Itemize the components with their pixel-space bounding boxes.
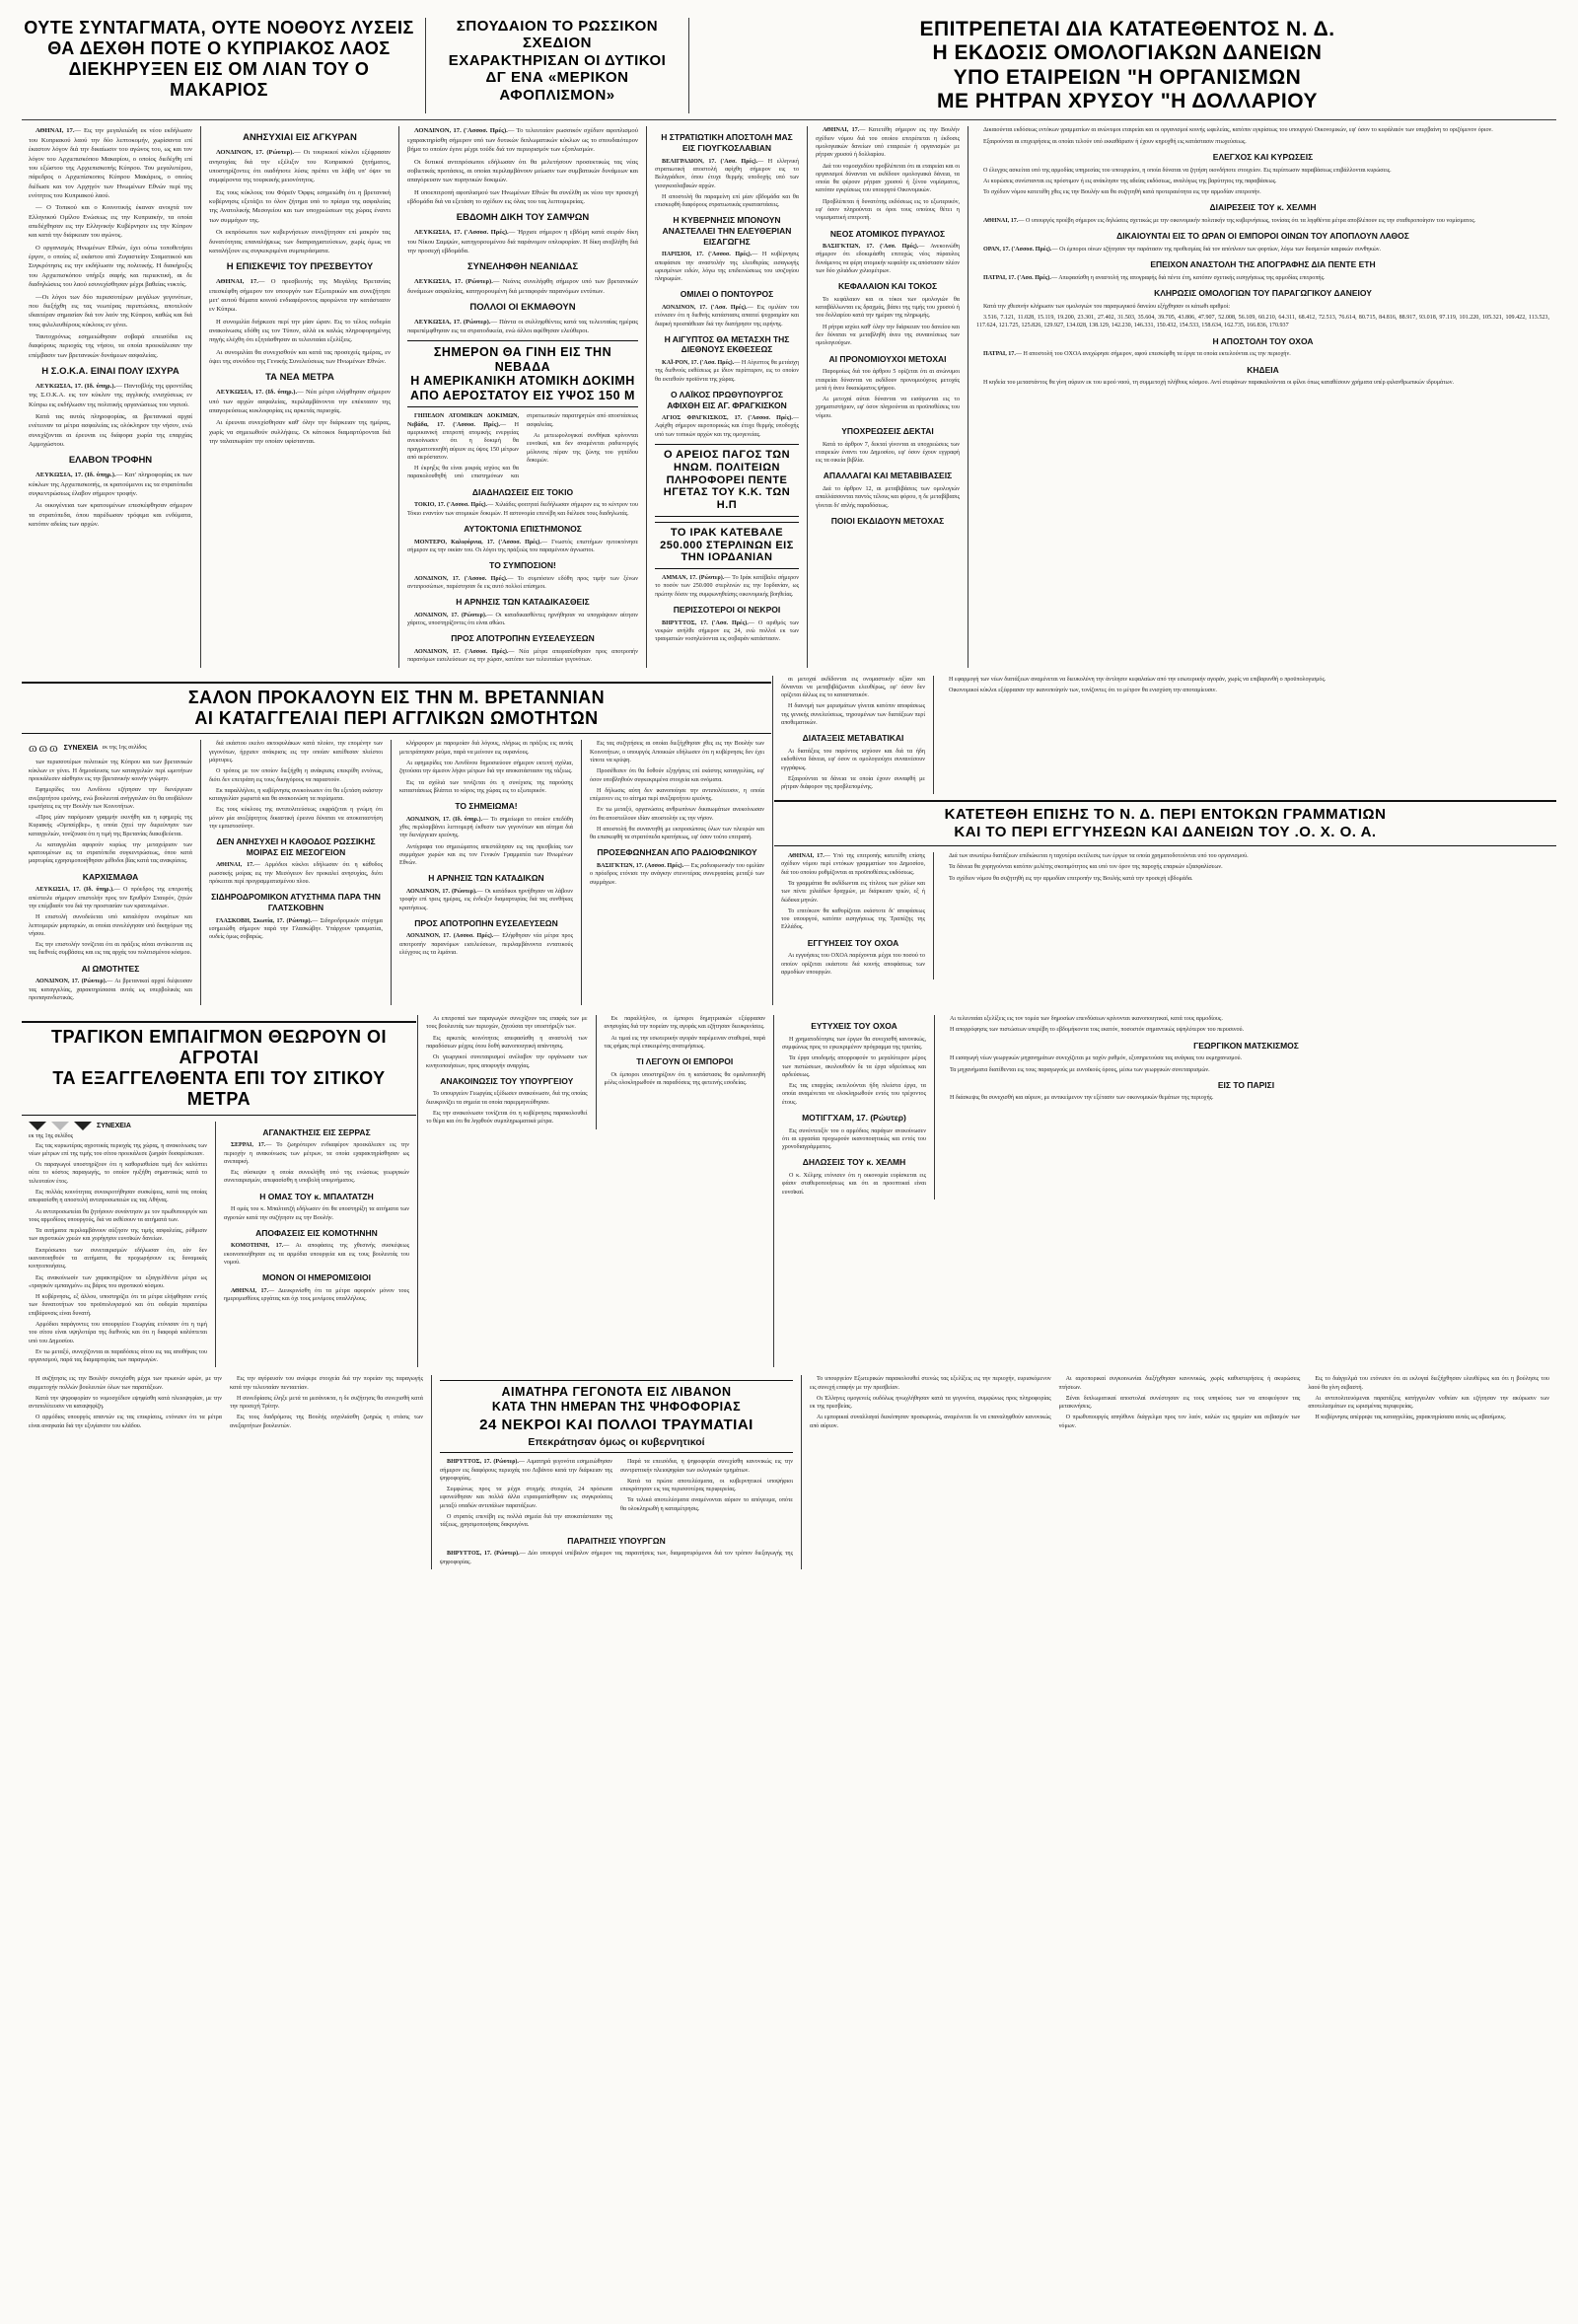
- col4-subhead-kyvernisis: Η ΚΥΒΕΡΝΗΣΙΣ ΜΠΟΝΟΥΝ ΑΝΑΣΤΕΛΛΕΙ ΤΗΝ ΕΛΕΥΘΕΡΙΑΝ ΕΙΣΑΓΩΓΗΣ: [662, 215, 792, 247]
- third-middle-columns: [419, 1015, 772, 1128]
- col3-subhead-1: ΕΒΔΟΜΗ ΔΙΚΗ ΤΟΥ ΣΑΜΨΩΝ: [456, 212, 590, 224]
- vertical-divider: [801, 1375, 802, 1568]
- nevada-article: ΓΗΠΕΔΟΝ ΑΤΟΜΙΚΩΝ ΔΟΚΙΜΩΝ, Νεβάδα, 17. ('Ασσοσ. Πρές).— Η αμερικανική επιτροπή ατομικής ενεργείας ανεκοίνωσεν ότι η δοκιμή θα πραγματοποιηθή αύριον εις ύψος 150 μέτρων από αερόστατον. Η έκρηξις θα είναι μικράς ισχύος και θα παρακολουθηθή υπό επιστημόνων και στρατιωτικών παρατηρητών από αποστάσεως ασφαλείας. Αι μετεωρολογικαί συνθήκαι κρίνονται ευνοϊκαί, και δεν αναμένεται ραδιενεργός μόλυνσις πέραν της ζώνης του γηπέδου δοκιμών.: [407, 413, 638, 480]
- nevada-headline-box: [407, 340, 638, 407]
- kateteti-headline-band: [774, 800, 1556, 846]
- col3-subhead-6: ΤΟ ΣΥΜΠΟΣΙΟΝ!: [489, 560, 556, 571]
- col1-subhead-a: Η Σ.Ο.Κ.Α. ΕΙΝΑΙ ΠΟΛΥ ΙΣΧΥΡΑ: [41, 366, 179, 378]
- kateteti-head2: ΚΑΙ ΤΟ ΠΕΡΙ ΕΓΓΥΗΣΕΩΝ ΚΑΙ ΔΑΝΕΙΩΝ ΤΟΥ .Ο. Χ. Ο. Α.: [954, 823, 1377, 840]
- col6-subhead-elegxos: ΕΛΕΓΧΟΣ ΚΑΙ ΚΥΡΩΣΕΙΣ: [1212, 152, 1314, 162]
- second-band-right: [774, 676, 1556, 1005]
- salon-col1-text3: ΛΟΝΔΙΝΟΝ, 17. (Ρώυτερ).— Αι βρετανικαί αρχαί διέψευσαν τας καταγγελίας, χαρακτηρίσασαι αυτάς ως υπερβολικάς και προπαγανδιστικάς.: [29, 979, 193, 1001]
- vertical-divider: [200, 740, 201, 1005]
- salon-columns: [22, 740, 771, 1005]
- column-6: [969, 126, 1556, 667]
- third-right-sub2: ΜΟΤΙΓΓΧΑΜ, 17. (Ρώυτερ): [802, 1112, 906, 1123]
- col5-article-2: ΒΑΣΙΓΚΤΩΝ, 17. ('Ασσ. Πρές).— Ανεκοινώθη σήμερον ότι εδοκιμάσθη επιτυχώς νέος πύραυλος δυνάμενος να φέρη ατομικήν κεφαλήν εις απόστασιν πλέον των δύο χιλιάδων χιλιομέτρων.: [816, 244, 960, 274]
- col1-dateline2: ΛΕΥΚΩΣΙΑ, 17. (Ιδ. ύπηρ.).: [36, 382, 116, 390]
- col4-dateline4: ΚΑΪ-ΡΟΝ, 17. ('Ασσ. Πρές).: [662, 360, 735, 367]
- kateteti-columns: [774, 852, 1556, 980]
- col6-article-5: ΠΑΤΡΑΙ, 17. ('Ασσ. Πρές).— Απεφασίσθη η αναστολή της απογραφής διά πέντε έτη, κατόπιν σχετικής εισηγήσεως της αρμοδίας επιτροπής.: [983, 274, 1326, 281]
- col4-article-4: ΚΑΪ-ΡΟΝ, 17. ('Ασσ. Πρές).— Η Αίγυπτος θα μετάσχη της διεθνούς εκθέσεως με ίδιον περίπτερον, εις το οποίον θα εκτεθούν προϊόντα της χώρας.: [655, 360, 800, 383]
- second-band: [22, 676, 1556, 1005]
- vertical-divider: [773, 1015, 774, 1367]
- col3-subhead-2: ΣΥΝΕΛΗΦΘΗ ΝΕΑΝΙΔΑΣ: [466, 261, 579, 273]
- col1-dateline3: ΛΕΥΚΩΣΙΑ, 17. (Ιδ. ύπηρ.).: [36, 472, 116, 479]
- col3-article-7: ΛΟΝΔΙΝΟΝ, 17. ('Ασσοσ. Πρές).— Το συμπόσιον εδόθη προς τιμήν των ξένων αντιπροσώπων, παρέστησαν δε εις αυτό πολλοί επίσημοι.: [407, 575, 638, 590]
- salon-col1-text: των περισσοτέρων πολιτικών της Κύπρου και των βρετανικών κύκλων εν γένει. Η δημοσίευσις των καταγγελιών περί ωμοτήτων προεκάλεσεν αίσθησιν εις την βρετανικήν κοινήν γνώμην. Εφημερίδες του Λονδίνου εζήτησαν την διενέργειαν ανεξαρτήτου ερεύνης, ενώ βουλευταί ανήγγειλαν ότι θα υποβάλουν ερωτήσεις εις την Βουλήν των Κοινοτήτων. «Προς μίαν παρόμοιαν γραμμήν εκινήθη και η εφημερίς της Κυριακής «Ομπσέρβερ», η οποία ζητεί την διερεύνησιν των καταγγελιών, τονίζουσα ότι η τιμή της Βρετανίας διακυβεύεται. Αι καταγγελίαι αφορούν κυρίως την μεταχείρισιν των κρατουμένων εις τα στρατόπεδα συγκεντρώσεως, όπου κατά μαρτυρίας εχρησιμοποιήθησαν μέθοδοι βίας κατά τας ανακρίσεις.: [29, 760, 192, 865]
- col6-article-6: Κατά την χθεσινήν κλήρωσιν των ομολογιών του παραγωγικού δανείου εξήχθησαν οι κάτωθι αριθμοί: 3.516, 7.121, 11.028, 15.119, 19.200, 23.301, 27.402, 31.503, 35.604, 39.705, 43.806, 47.907, 52.008, 56.109, 60.210, 64.311, 68.412, 72.513, 76.614, 80.715, 84.816, 88.917, 93.018, 97.119, 101.220, 105.321, 109.422, 113.523, 117.624, 121.725, 125.826, 129.927, 134.028, 138.129, 142.230, 146.331, 150.432, 154.533, 158.634, 162.735, 166.836, 170.937: [976, 303, 1549, 329]
- third-middle-text3: Εκ παραλλήλου, οι έμποροι δημητριακών εξέφρασαν ανησυχίας διά την πορείαν της αγοράς και εζήτησαν διευκρινίσεις. Αι τιμαί εις την εσωτερικήν αγοράν παρέμειναν σταθεραί, παρά τας φήμας περί επικειμένης ανατιμήσεως.: [604, 1016, 765, 1050]
- vertical-divider: [646, 126, 647, 667]
- third-right-sub5: ΕΙΣ ΤΟ ΠΑΡΙΣΙ: [1217, 1079, 1275, 1090]
- agrotai-head2: ΤΑ ΕΞΑΓΓΕΛΘΕΝΤΑ ΕΠΙ ΤΟΥ ΣΙΤΙΚΟΥ ΜΕΤΡΑ: [52, 1067, 386, 1109]
- col2-subhead-2: Η ΕΠΙΣΚΕΨΙΣ ΤΟΥ ΠΡΕΣΒΕΥΤΟΥ: [226, 261, 374, 273]
- salon-sub3: ΔΕΝ ΑΝΗΣΥΧΕΙ Η ΚΑΘΟΔΟΣ ΡΩΣΣΙΚΗΣ ΜΟΙΡΑΣ ΕΙΣ ΜΕΣΟΓΕΙΟΝ: [216, 836, 376, 857]
- col3-dateline7: ΛΟΝΔΙΝΟΝ, 17. ('Ασσοσ. Πρές).: [414, 575, 508, 582]
- third-middle-text1: Αι επιτροπαί των παραγωγών συνεχίζουν τας επαφάς των με τους βουλευτάς των περιοχών, ζητούσαι την υποστήριξίν των. Εις αρκετάς κοινότητας απεφασίσθη η αναστολή των παραδόσεων μέχρις ότου δοθή ικανοποιητική απάντησις. Οι γεωργικοί συνεταιρισμοί ανέλαβον την οργάνωσιν των κινητοποιήσεων, προς αποφυγήν αναρχίας.: [426, 1016, 588, 1069]
- third-right-sub4: ΓΕΩΡΓΙΚΟΝ ΜΑΤΣΚΙΣΜΟΣ: [1193, 1040, 1299, 1051]
- triangle-ornament-icon: [74, 1122, 92, 1130]
- salon-head1: ΣΑΛΟΝ ΠΡΟΚΑΛΟΥΝ ΕΙΣ ΤΗΝ Μ. ΒΡΕΤΑΝΝΙΑΝ: [187, 687, 606, 707]
- headline-block-center: [427, 18, 687, 113]
- col3-subhead-8: ΠΡΟΣ ΑΠΟΤΡΟΠΗΝ ΕΥΣΕΛΕΥΣΕΩΝ: [451, 633, 595, 644]
- salon-col3-text2: ΛΟΝΔΙΝΟΝ, 17. (Ιδ. ύπηρ.).— Το σημείωμα το οποίον επεδόθη χθες περιλαμβάνει λεπτομερή έκθεσιν των γεγονότων και αίτημα διά την διενέργειαν ερεύνης. Αντίγραφα του σημειώματος απεστάλησαν εις τας πρεσβείας των συμμάχων χωρών και εις τον Γενικόν Γραμματέα των Ηνωμένων Εθνών.: [399, 816, 573, 867]
- col2-article-3: ΛΕΥΚΩΣΙΑ, 17. (Ιδ. ύπηρ.).— Νέα μέτρα ελήφθησαν σήμερον υπό των αρχών ασφαλείας, περιλαμβάνοντα την επέκτασιν της απαγορεύσεως κυκλοφορίας εις αρκετάς περιοχάς. Αι έρευναι συνεχίσθησαν καθ' όλην την διάρκειαν της ημέρας, χωρίς να σημειωθούν συλλήψεις. Οι κάτοικοι διαμαρτύρονται διά την ταλαιπωρίαν την οποίαν υφίστανται.: [209, 389, 391, 446]
- agrotai-continuation-label: ΣΥΝΕΧΕΙΑ: [97, 1122, 131, 1129]
- col5-text1: — Κατετέθη σήμερον εις την Βουλήν σχέδιον νόμου διά του οποίου επιτρέπεται η έκδοσις ομολογιακών δανείων υπό εταιρειών ή οργανισμών με ρήτραν χρυσού ή δολλαρίου.: [816, 127, 960, 159]
- livanos-head2: ΚΑΤΑ ΤΗΝ ΗΜΕΡΑΝ ΤΗΣ ΨΗΦΟΦΟΡΙΑΣ: [491, 1399, 742, 1414]
- col3-subhead-5: ΑΥΤΟΚΤΟΝΙΑ ΕΠΙΣΤΗΜΟΝΟΣ: [464, 523, 582, 534]
- agrotai-head1: ΤΡΑΓΙΚΟΝ ΕΜΠΑΙΓΜΟΝ ΘΕΩΡΟΥΝ ΟΙ ΑΓΡΟΤΑΙ: [51, 1027, 387, 1067]
- salon-col2-text3: ΓΛΑΣΚΟΒΗ, Σκωτία, 17. (Ρώυτερ).— Σιδηροδρομικόν ατύχημα εσημειώθη σήμερον παρά την Γλασκώβην. Υπάρχουν τραυματίαι, ουδείς όμως σοβαρώς.: [209, 917, 383, 941]
- salon-col4-text2: ΒΑΣΙΓΚΤΩΝ, 17. (Ασσοσ. Πρές).— Εις ραδιοφωνικήν του ομιλίαν ο πρόεδρος ετόνισε την ανάγκην στενοτέρας συνεργασίας μεταξύ των συμμάχων.: [590, 863, 764, 886]
- headline-center-line3: ΔΓ ΕΝΑ «ΜΕΡΙΚΟΝ ΑΦΟΠΛΙΣΜΟΝ»: [485, 69, 629, 104]
- col3-article-9: ΛΟΝΔΙΝΟΝ, 17. ('Ασσοσ. Πρές).— Νέα μέτρα απεφασίσθησαν προς αποτροπήν παρανόμων εισελεύσεων εις την χώραν, κατόπιν των τελευταίων γεγονότων.: [407, 649, 638, 664]
- salon-col-2: [202, 740, 390, 1005]
- third-right-text2: Εις συνέντευξίν του ο αρμόδιος παράγων ανεκοίνωσεν ότι αι εργασίαι προχωρούν ικανοποιητικώς και εντός του χρονοδιαγράμματος.: [782, 1127, 926, 1151]
- col3-article-2: ΛΕΥΚΩΣΙΑ, 17. ('Ασσοσ. Πρές).— Ήρχισε σήμερον η εβδόμη κατά σειράν δίκη του Νίκου Σαμψών, κατηγορουμένου διά παράνομον οπλοφορίαν. Η δίκη ανεβλήθη διά την προσεχή εβδομάδα.: [407, 229, 638, 254]
- vertical-divider: [596, 1015, 597, 1128]
- salon-head2: ΑΙ ΚΑΤΑΓΓΕΛΙΑΙ ΠΕΡΙ ΑΓΓΛΙΚΩΝ ΩΜΟΤΗΤΩΝ: [194, 707, 599, 728]
- salon-sub7: ΠΡΟΣ ΑΠΟΤΡΟΠΗΝ ΕΥΣΕΛΕΥΣΕΩΝ: [414, 917, 558, 928]
- livanos-left-text: Η συζήτησις εις την Βουλήν συνεχίσθη μέχρι των πρωινών ωρών, με την συμμετοχήν πολλών βουλευτών όλων των παρατάξεων. Κατά την ψηφοφορίαν το νομοσχέδιον εψηφίσθη κατά πλειοψηφίαν, με την αντιπολίτευσιν να καταψηφίζη. Ο αρμόδιος υπουργός απαντών εις τας επικρίσεις, ετόνισεν ότι τα μέτρα είναι αναγκαία διά την εξυγίανσιν του κλάδου. Εις την αγόρευσίν του ανέφερε στοιχεία διά την πορείαν της παραγωγής κατά την τελευταίαν πενταετίαν. Η συνεδρίασις έληξε μετά τα μεσάνυκτα, η δε συζήτησις θα συνεχισθή κατά την προσεχή Τρίτην. Εις τους διαδρόμους της Βουλής εσχολιάσθη ζωηρώς η στάσις των ανεξαρτήτων βουλευτών.: [29, 1376, 423, 1429]
- livanos-dateline2: ΒΗΡΥΤΤΟΣ, 17. (Ρώυτερ).: [447, 1551, 520, 1558]
- headline-right-line2: Η ΕΚΔΟΣΙΣ ΟΜΟΛΟΓΙΑΚΩΝ ΔΑΝΕΙΩΝ: [932, 41, 1323, 65]
- vertical-divider: [425, 18, 426, 113]
- third-right-text4: Αι τελευταίαι εξελίξεις εις τον τομέα των δημοσίων επενδύσεων κρίνονται ικανοποιητικαί, κατά τους αρμοδίους. Η απορρόφησις των πιστώσεων υπερέβη το εβδομήκοντα τοις εκατόν, ποσοστόν σημαντικώς υψηλότερον του περυσινού.: [950, 1016, 1245, 1034]
- headline-left-line2: ΘΑ ΔΕΧΘΗ ΠΟΤΕ Ο ΚΥΠΡΙΑΚΟΣ ΛΑΟΣ: [47, 37, 391, 58]
- salon-sub4: ΣΙΔΗΡΟΔΡΟΜΙΚΟΝ ΑΤΥΣΤΗΜΑ ΠΑΡΑ ΤΗΝ ΓΛΑΤΣΚΟΒΗΝ: [211, 892, 381, 912]
- col2-subhead: ΑΝΗΣΥΧΙΑΙ ΕΙΣ ΑΓΚΥΡΑΝ: [243, 132, 357, 144]
- right-cont-a-sub: ΔΙΑΤΑΞΕΙΣ ΜΕΤΑΒΑΤΙΚΑΙ: [802, 733, 904, 744]
- col4-dateline2: ΠΑΡΙΣΙΟΙ, 17. ('Ασσοσ. Πρές).: [662, 252, 753, 258]
- col6-article-1: Δικαιούνται εκδόσεως εντόκων γραμματίων αι ανώνυμοι εταιρείαι και οι οργανισμοί κοινής ωφελείας, κατόπιν εγκρίσεως του υπουργού Οικονομικών, εφ' όσον το κεφάλαιόν των υπερβαίνη το οριζόμενον όριον. Εξαιρούνται αι επιχειρήσεις αι οποίαι τελούν υπό εκκαθάρισιν ή έχουν κηρυχθή εις κατάστασιν πτωχεύσεως.: [983, 127, 1493, 145]
- third-middle-col-1: [419, 1015, 595, 1128]
- col6-article-2: Ο έλεγχος ασκείται υπό της αρμοδίας υπηρεσίας του υπουργείου, η οποία δύναται να ζητήση οιονδήποτε στοιχείον. Εις περίπτωσιν παραβάσεως επιβάλλονται κυρώσεις. Αι κυρώσεις συνίστανται εις πρόστιμον ή εις ανάκλησιν της αδείας εκδόσεως, αναλόγως της βαρύτητος της παραβάσεως. Το σχέδιον νόμου κατετέθη χθες εις την Βουλήν και θα συζητηθή κατά προτεραιότητα εις την αρμοδίαν επιτροπήν.: [983, 167, 1392, 196]
- col4-article-2: ΠΑΡΙΣΙΟΙ, 17. ('Ασσοσ. Πρές).— Η κυβέρνησις απεφάσισε την αναστολήν της ελευθερίας εισαγωγής ωρισμένων ειδών, λόγω της επιδεινώσεως του ισοζυγίου πληρωμών.: [655, 252, 800, 283]
- headline-right-line4: ΜΕ ΡΗΤΡΑΝ ΧΡΥΣΟΥ "Η ΔΟΛΛΑΡΙΟΥ: [937, 90, 1318, 113]
- agrotai-dateline-a: ΣΕΡΡΑΙ, 17.: [231, 1142, 266, 1149]
- nevada-head2: Η ΑΜΕΡΙΚΑΝΙΚΗ ΑΤΟΜΙΚΗ ΔΟΚΙΜΗ: [410, 374, 635, 389]
- salon-dateline-d: ΓΛΑΣΚΟΒΗ, Σκωτία, 17. (Ρώυτερ).: [216, 917, 313, 924]
- col3-article-3: ΛΕΥΚΩΣΙΑ, 17. (Ρώυτερ).— Νεάνις συνελήφθη σήμερον υπό των βρετανικών δυνάμεων ασφαλείας, κατηγορουμένη διά μεταφοράν παρανόμων εντύπων.: [407, 278, 638, 295]
- kateteti-head1: ΚΑΤΕΤΕΘΗ ΕΠΙΣΗΣ ΤΟ Ν. Δ. ΠΕΡΙ ΕΝΤΟΚΩΝ ΓΡΑΜΜΑΤΙΩΝ: [944, 806, 1387, 824]
- ornament-swirl: ɷɷɷ: [29, 740, 60, 756]
- right-cont-a-text2: Αι διατάξεις του παρόντος ισχύουν και διά τα ήδη εκδοθέντα δάνεια, εφ' όσον οι ομολογιούχοι συναινέσουν εγγράφως. Εξαιρούνται τα δάνεια τα οποία έχουν συναφθή με ρήτραν διάφορον της προβλεπομένης.: [781, 748, 925, 791]
- right-continuation-columns: [774, 676, 1556, 795]
- top-headline-band: [22, 18, 1556, 113]
- col4-dateline3: ΛΟΝΔΙΝΟΝ, 17. ('Ασσ. Πρές).: [662, 305, 748, 311]
- col3-article-5: ΤΟΚΙΟ, 17. ('Ασσοσ. Πρές).— Χιλιάδες φοιτηταί διεδήλωσαν σήμερον εις το κέντρον του Τόκιο εναντίον των ατομικών δοκιμών. Η αστυνομία επενέβη και διέλυσε τους διαδηλωτάς.: [407, 502, 638, 517]
- agrotai-col2-text2: Η ομάς του κ. Μπαλτατζή εδήλωσεν ότι θα υποστηρίξη τα αιτήματα των αγροτών κατά την συζήτησιν εις την Βουλήν.: [224, 1206, 409, 1221]
- col2-article: ΛΟΝΔΙΝΟΝ, 17. (Ρώυτερ).— Οι τουρκικοί κύκλοι εξέφρασαν ανησυχίας διά την εξέλιξιν του Κυπριακού ζητήματος, υποστηρίζοντες ότι οιαδήποτε λύσις πρέπει να λάβη υπ' όψιν τα συμφέροντα της τουρκικής μειονότητος. Εις τους κύκλους του Φόρεϊν Όφφις εσημειώθη ότι η βρετανική κυβέρνησις εξετάζει το όλον ζήτημα υπό το πρίσμα της ασφαλείας της Ανατολικής Μεσογείου και των υποχρεώσεων της χώρας έναντι των συμμάχων της. Οι εκπρόσωποι των κυβερνήσεων συνεζήτησαν επί μακρόν τας δυνατότητας επαναλήψεως των διαπραγματεύσεων, χωρίς όμως να καταλήξουν εις συγκεκριμένα συμπεράσματα.: [209, 149, 391, 254]
- headline-block-right: [690, 18, 1556, 113]
- nevada-head1: ΣΗΜΕΡΟΝ ΘΑ ΓΙΝΗ ΕΙΣ ΤΗΝ ΝΕΒΑΔΑ: [433, 345, 612, 374]
- vertical-divider: [934, 1015, 935, 1199]
- col3-dateline1: ΛΟΝΔΙΝΟΝ, 17. ('Ασσοσ. Πρές).: [414, 127, 508, 135]
- vertical-divider: [933, 852, 934, 980]
- col3-lead: ΛΟΝΔΙΝΟΝ, 17. ('Ασσοσ. Πρές).— Το τελευταίον ρωσσικόν σχέδιον αφοπλισμού εχαρακτηρίσθη σήμερον υπό των δυτικών διπλωματικών κύκλων ως το σπουδαιότερον βήμα το οποίον έγινε μέχρι τούδε διά τον περιορισμόν των εξοπλισμών. Οι δυτικοί αντιπρόσωποι εδήλωσαν ότι θα μελετήσουν προσεκτικώς τας νέας σοβιετικάς προτάσεις, αι οποίαι περιλαμβάνουν μείωσιν των συμβατικών δυνάμεων και απαγόρευσιν των πυρηνικών δοκιμών. Η υποεπιτροπή αφοπλισμού των Ηνωμένων Εθνών θα συνέλθη εκ νέου την προσεχή εβδομάδα διά να εξετάση το σχέδιον εις όλας του τας λεπτομερείας.: [407, 127, 638, 205]
- column-1: [22, 126, 199, 667]
- col5-dateline2: ΒΑΣΙΓΚΤΩΝ, 17. ('Ασσ. Πρές).: [823, 244, 919, 251]
- col3-article-8: ΛΟΝΔΙΝΟΝ, 17. (Ρώυτερ).— Οι καταδικασθέντες ηρνήθησαν να υπογράψουν αίτησιν χάριτος, υποστηρίζοντες ότι είναι αθώοι.: [407, 612, 638, 627]
- col1-article-3: ΛΕΥΚΩΣΙΑ, 17. (Ιδ. ύπηρ.).— Κατ' πληροφορίας εκ των κύκλων της Αρχιεπισκοπής, οι κρατούμενοι εις τα στρατόπεδα συγκεντρώσεως έλαβον σήμερον τροφήν. Αι οικογένειαι των κρατουμένων επεσκέφθησαν σήμερον τα στρατόπεδα, όπου παρέδωσαν τρόφιμα και ενδύματα, κατόπιν αδείας των αρχών.: [29, 472, 193, 529]
- livanos-right-text: Το υπουργείον Εξωτερικών παρακολουθεί στενώς τας εξελίξεις εις την περιοχήν, ευρισκόμενον εις συνεχή επαφήν με την πρεσβείαν. Οι Έλληνες ομογενείς ουδόλως ηνωχλήθησαν κατά τα γεγονότα, συμφώνως προς πληροφορίας εκ της πρεσβείας. Αι εμπορικαί συναλλαγαί διεκόπησαν προσωρινώς, αναμένεται δε να επαναληφθούν κανονικώς από αύριον. Αι αεροπορικαί συγκοινωνίαι διεξήχθησαν κανονικώς, χωρίς καθυστερήσεις ή ακυρώσεις πτήσεων. Ξέναι διπλωματικαί αποστολαί συνέστησαν εις τους υπηκόους των να αποφεύγουν τας μετακινήσεις. Ο πρωθυπουργός απηύθυνε διάγγελμα προς τον λαόν, καλών εις ηρεμίαν και σεβασμόν των νόμων. Εις το διάγγελμά του ετόνισεν ότι αι εκλογαί διεξήχθησαν ελευθέρως και ότι η βούλησις του λαού θα γίνη σεβαστή. Αι αντιπολιτευόμεναι παρατάξεις κατήγγειλαν νοθείαν και εζήτησαν την ακύρωσιν των αποτελεσμάτων εις ωρισμένας περιφερείας. Η κυβέρνησις απέρριψε τας καταγγελίας, χαρακτηρίσασα αυτάς ως αβασίμους.: [810, 1376, 1549, 1429]
- triangle-ornament-icon: [29, 1122, 46, 1130]
- kateteti-col-1: [774, 852, 932, 980]
- agrotai-col-1: [22, 1122, 214, 1368]
- salon-sub6: Η ΑΡΝΗΣΙΣ ΤΩΝ ΚΑΤΑΔΙΚΩΝ: [428, 873, 544, 884]
- agrotai-headline-band: [22, 1021, 416, 1116]
- salon-continuation-note: εκ της 1ης σελίδος: [102, 745, 147, 752]
- col5-article-6: Διά το άρθρον 12, αι μεταβιβάσεις των ομολογιών απαλλάσσονται παντός τέλους και φόρου, η δε μεταβίβασις γίνεται δι' απλής παραδόσεως.: [816, 486, 960, 509]
- agrotai-dateline-c: ΑΘΗΝΑΙ, 17.: [231, 1287, 269, 1294]
- areios-pagos-box: [655, 444, 799, 517]
- headline-block-left: [22, 18, 424, 113]
- salon-col-1: [22, 740, 199, 1005]
- salon-sub2: ΑΙ ΩΜΟΤΗΤΕΣ: [81, 963, 140, 974]
- salon-col2-text2: ΑΘΗΝΑΙ, 17.— Αρμόδιοι κύκλοι εδήλωσαν ότι η κάθοδος ρωσσικής μοίρας εις την Μεσόγειον δεν προκαλεί ανησυχίας, διότι πρόκειται περί προγραμματισμένου πλου.: [209, 862, 383, 886]
- third-band-middle: [419, 1015, 772, 1367]
- col6-subhead-apostoli: Η ΑΠΟΣΤΟΛΗ ΤΟΥ ΟΧΟΑ: [1212, 335, 1314, 346]
- col5-lead: ΑΘΗΝΑΙ, 17.— Κατετέθη σήμερον εις την Βουλήν σχέδιον νόμου διά του οποίου επιτρέπεται η έκδοσις ομολογιακών δανείων υπό εταιρειών ή οργανισμών με ρήτραν χρυσού ή δολλαρίου. Διά του νομοσχεδίου προβλέπεται ότι αι εταιρείαι και οι οργανισμοί δύνανται να εκδίδουν ομολογιακά δάνεια, τα οποία θα φέρουν ρήτραν χρυσού ή ξένου νομίσματος, κατόπιν εγκρίσεως του υπουργού Οικονομικών. Προβλέπεται ή δυνατότης εκδόσεως εις το εξωτερικόν, εφ' όσον πληρούνται οι όροι τους οποίους θέτει η νομισματική επιτροπή.: [816, 127, 960, 222]
- col3-article-4: ΛΕΥΚΩΣΙΑ, 17. (Ρώυτερ).— Πάντα οι συλληφθέντες κατά τας τελευταίας ημέρας παρεπέμφθησαν εις τα στρατοδικεία, ενώ άλλοι αφέθησαν ελεύθεροι.: [407, 318, 638, 335]
- salon-sub8: ΠΡΟΣΕΦΩΝΗΣΑΝ ΑΠΟ ΡΑΔΙΟΦΩΝΙΚΟΥ: [597, 847, 757, 858]
- col6-article-3: ΑΘΗΝΑΙ, 17.— Ο υπουργός προέβη σήμερον εις δηλώσεις σχετικώς με την οικονομικήν πολιτικήν της κυβερνήσεως, τονίσας ότι τα ληφθέντα μέτρα αποβλέπουν εις την σταθεροποίησιν του νομίσματος.: [983, 218, 1476, 225]
- salon-story: [22, 676, 771, 1005]
- agrotai-sub2: Η ΟΜΑΣ ΤΟΥ κ. ΜΠΑΛΤΑΤΖΗ: [259, 1191, 374, 1201]
- col1-dateline: ΑΘΗΝΑΙ, 17.: [36, 127, 75, 135]
- vertical-divider: [807, 126, 808, 667]
- livanos-left-filler: [22, 1375, 430, 1568]
- third-right-sub1: ΕΥΤΥΧΕΙΣ ΤΟΥ ΟΧΟΑ: [811, 1021, 897, 1032]
- col4-subhead-aigyptos: Η ΑΙΓΥΠΤΟΣ ΘΑ ΜΕΤΑΣΧΗ ΤΗΣ ΔΙΕΘΝΟΥΣ ΕΚΘΕΣΕΩΣ: [664, 333, 790, 355]
- livanos-text: ΒΗΡΥΤΤΟΣ, 17. (Ρώυτερ).— Αιματηρά γεγονότα εσημειώθησαν σήμερον εις διαφόρους περιοχάς του Λιβάνου κατά την διάρκειαν της ψηφοφορίας. Συμφώνως προς τα μέχρι στιγμής στοιχεία, 24 πρόσωπα εφονεύθησαν και πολλά άλλα ετραυματίσθησαν εις συγκρούσεις μεταξύ οπαδών αντιπάλων παρατάξεων. Ο στρατός επενέβη εις πολλά σημεία διά την αποκατάστασιν της τάξεως, χρησιμοποιήσας δακρυγόνα. Παρά τα επεισόδια, η ψηφοφορία συνεχίσθη κανονικώς εις την συντριπτικήν πλειοψηφίαν των εκλογικών τμημάτων. Κατά τα πρώτα αποτελέσματα, οι κυβερνητικοί υποψήφιοι επεκράτησαν εις τας περισσοτέρας περιφερείας. Τα τελικά αποτελέσματα αναμένονται αύριον το απόγευμα, οπότε θα ολοκληρωθή η καταμέτρησις.: [440, 1459, 793, 1529]
- col5-article-5: Κατά το άρθρον 7, δεκταί γίνονται αι υποχρεώσεις των εταιρειών έναντι του Δημοσίου, εφ' όσον έχουν εγγραφή εις τα οικεία βιβλία.: [816, 441, 960, 465]
- third-right-col-2: [936, 1015, 1556, 1199]
- salon-col3-text: κλήρφορον με παρομοίαν διά λόγους, πλήρως αι πράξεις εις αυτάς μετετράπησαν ρεύμα, παρά να μείνουν εις ουρανίους. Αι εφημερίδες του Λονδίνου δημοσιεύουν σήμερον εκτενή σχόλια, ζητούσαι την άμεσον λήψιν μέτρων διά την αποκατάστασιν της τάξεως. Εις τα σχόλιά των τονίζεται ότι η συνέχισις της παρούσης καταστάσεως βλάπτει το κύρος της χώρας εις το εξωτερικόν.: [399, 741, 573, 794]
- headline-center-line1: ΣΠΟΥΔΑΙΟΝ ΤΟ ΡΩΣΣΙΚΟΝ ΣΧΕΔΙΟΝ: [456, 18, 659, 52]
- agrotai-columns: [22, 1122, 416, 1368]
- salon-sub5: ΤΟ ΣΗΜΕΙΩΜΑ!: [455, 801, 518, 812]
- salon-col-4: [583, 740, 771, 1005]
- col4-dateline1: ΒΕΛΙΓΡΑΔΙΟΝ, 17. ('Ασσ. Πρές).: [662, 158, 758, 165]
- headline-rule: [22, 119, 1556, 120]
- third-middle-text2: Το υπουργείον Γεωργίας εξέδωσεν ανακοίνωσιν, διά της οποίας διευκρινίζει τα σημεία τα οποία παρερμηνεύθησαν. Εις την ανακοίνωσιν τονίζεται ότι η κυβέρνησις παρακολουθεί το θέμα και ότι θα ληφθούν συμπληρωματικά μέτρα.: [426, 1091, 588, 1126]
- salon-sub1: ΚΑΡΧΙΣΜΑΘΑ: [82, 871, 139, 882]
- lottery-numbers: 3.516, 7.121, 11.028, 15.119, 19.200, 23.301, 27.402, 31.503, 35.604, 39.705, 43.806, 47.907, 52.008, 56.109, 60.210, 64.311, 68.412, 72.513, 76.614, 80.715, 84.816, 88.917, 93.018, 97.119, 101.220, 105.321, 109.422, 113.523, 117.624, 121.725, 125.826, 129.927, 134.028, 138.129, 142.230, 146.331, 150.432, 154.533, 158.634, 162.735, 166.836, 170.937: [976, 315, 1549, 329]
- headline-center-line2: ΕΧΑΡΑΚΤΗΡΙΣΑΝ ΟΙ ΔΥΤΙΚΟΙ: [448, 51, 667, 69]
- livanos-band: [22, 1375, 1556, 1568]
- col4-dateline5: ΑΓΙΟΣ ΦΡΑΓΚΙΣΚΟΣ, 17. ('Ασσοσ. Πρές).: [662, 415, 793, 422]
- agrotai-col1-text: Εις τας κυριωτέρας αγροτικάς περιοχάς της χώρας, η ανακοίνωσις των νέων μέτρων επί της τιμής του σίτου προεκάλεσε ζωηράν δυσαρέσκειαν. Οι παραγωγοί υποστηρίζουν ότι η καθορισθείσα τιμή δεν καλύπτει ούτε το κόστος παραγωγής, το οποίον ηυξήθη σημαντικώς κατά το τελευταίον έτος. Εις πολλάς κοινότητας συνεκροτήθησαν συσκέψεις, κατά τας οποίας απεφασίσθη η αποστολή αντιπροσωπειών εις τας Αθήνας. Αι αντιπροσωπείαι θα ζητήσουν συνάντησιν με τον πρωθυπουργόν και τους αρμοδίους υπουργούς, διά να εκθέσουν τα αιτήματά των. Τα αιτήματα περιλαμβάνουν αύξησιν της τιμής ασφαλείας, ρύθμισιν των αγροτικών χρεών και χορήγησιν ευνοϊκών δανείων. Εκπρόσωποι των συνεταιρισμών εδήλωσαν ότι, εάν δεν ικανοποιηθούν τα αιτήματα, θα προχωρήσουν εις δυναμικάς κινητοποιήσεις. Εις ανακοίνωσίν των χαρακτηρίζουν τα εξαγγελθέντα μέτρα ως «τραγικόν εμπαιγμόν» εις βάρος του αγροτικού κόσμου. Η κυβέρνησις, εξ άλλου, υποστηρίζει ότι τα μέτρα ελήφθησαν εντός των δυνατοτήτων του προϋπολογισμού και ότι ουδεμία περαιτέρω επιβάρυνσις είναι δυνατή. Αρμόδιοι παράγοντες του υπουργείου Γεωργίας ετόνισαν ότι η τιμή του σίτου είναι υψηλοτέρα της διεθνούς και ότι η διαφορά καλύπτεται υπό του Δημοσίου. Εν τω μεταξύ, συνεχίζονται αι παραδόσεις σίτου εις τας αποθήκας του οργανισμού, παρά τας διαμαρτυρίας των παραγωγών.: [29, 1142, 207, 1364]
- agrotai-sub1: ΑΓΑΝΑΚΤΗΣΙΣ ΕΙΣ ΣΕΡΡΑΣ: [262, 1126, 371, 1137]
- vertical-divider: [417, 1015, 418, 1367]
- col6-subhead-kideia: ΚΗΔΕΙΑ: [1247, 364, 1279, 375]
- headline-left-line1: ΟΥΤΕ ΣΥΝΤΑΓΜΑΤΑ, ΟΥΤΕ ΝΟΘΟΥΣ ΛΥΣΕΙΣ: [24, 18, 414, 37]
- col4-subhead-stratiotiki: Η ΣΤΡΑΤΙΩΤΙΚΗ ΑΠΟΣΤΟΛΗ ΜΑΣ ΕΙΣ ΓΙΟΥΓΚΟΣΛΑΒΙΑΝ: [661, 132, 793, 154]
- livanos-sub2: ΠΑΡΑΙΤΗΣΙΣ ΥΠΟΥΡΓΩΝ: [567, 1535, 666, 1546]
- col6-subhead-diairesis: ΔΙΑΙΡΕΣΕΙΣ ΤΟΥ κ. ΧΕΛΜΗ: [1209, 202, 1317, 213]
- third-middle-sub2: ΤΙ ΛΕΓΟΥΝ ΟΙ ΕΜΠΟΡΟΙ: [636, 1056, 734, 1067]
- livanos-head1: ΑΙΜΑΤΗΡΑ ΓΕΓΟΝΟΤΑ ΕΙΣ ΛΙΒΑΝΟΝ: [501, 1385, 732, 1400]
- agrotai-col-2: [217, 1122, 416, 1368]
- livanos-dateline: ΒΗΡΥΤΤΟΣ, 17. (Ρώυτερ).: [447, 1459, 519, 1466]
- right-cont-a-text: αι μετοχαί εκδίδονται εις ονομαστικήν αξίαν και δύνανται να μεταβιβάζωνται ελευθέρως, εφ' όσον δεν ορίζεται άλλως εις το καταστατικόν. Η διανομή των μερισμάτων γίνεται κατόπιν αποφάσεως της γενικής συνελεύσεως, τηρουμένων των διατάξεων περί αποθεματικών.: [781, 676, 925, 727]
- col3-dateline6: ΜΟΝΤΕΡΟ, Καλιφόρνια, 17. ('Ασσοσ. Πρές).: [414, 539, 541, 545]
- right-cont-col-a: [774, 676, 932, 795]
- col4-dateline6: ΑΜΜΑΝ, 17. (Ρώυτερ).: [662, 575, 725, 582]
- col4-article-3: ΛΟΝΔΙΝΟΝ, 17. ('Ασσ. Πρές).— Εις ομιλίαν του ετόνισεν ότι η διεθνής κατάστασις απαιτεί ψυχραιμίαν και διαρκή προσπάθειαν διά την διατήρησιν της ειρήνης.: [655, 305, 799, 327]
- irak-box: [655, 522, 799, 569]
- col1-text1: — Εις την μεγαλειώδη εκ νέου εκδήλωσιν του Κυπριακού λαού την δύο λεπτοκομήν, χωρίσαντα επί έκαστον λόγον διά την δικαίωσιν του αγώνος του, ως και τον λόγον του Αρχιεπισκόπου Μακαρίου, ο οποίος διεδέχθη επί του εξώστου της Αρχιεπισκοπής Κύπρου. Του μεγαλυτέρου, πάρεδρος ο Αρχιεπίσκοπος Κύπρου Μακάριος, ο οποίος διέδωσε και τον Αρχηγόν των Ηνωμένων Εθνών περί της ενότητος του Κυπριακού λαού.: [29, 127, 192, 199]
- col1-text4: — Κατ' πληροφορίας εκ των κύκλων της Αρχιεπισκοπής, οι κρατούμενοι εις τα στρατόπεδα συγκεντρώσεως έλαβον σήμερον τροφήν.: [29, 472, 193, 498]
- triangle-ornament-icon: [51, 1122, 69, 1130]
- agrotai-col2-text4: ΑΘΗΝΑΙ, 17.— Διευκρινίσθη ότι τα μέτρα αφορούν μόνον τους ημερομισθίους εργάτας και όχι τους μονίμους υπαλλήλους.: [224, 1287, 409, 1303]
- col2-article-2: ΑΘΗΝΑΙ, 17.— Ο πρεσβευτής της Μεγάλης Βρετανίας επεσκέφθη σήμερον τον υπουργόν των Εξωτερικών και συνεζήτησε μετ' αυτού θέματα κοινού ενδιαφέροντος αφορώντα την κατάστασιν εν Κύπρω. Η συνομιλία διήρκεσε περί την μίαν ώραν. Εις το τέλος ουδεμία ανακοίνωσις εδόθη εις τον Τύπον, αλλά εκ καλώς πληροφορημένης πηγής ελέχθη ότι εξητάσθησαν αι τελευταίαι εξελίξεις. Αι συνομιλίαι θα συνεχισθούν και κατά τας προσεχείς ημέρας, εν όψει της συνόδου της Γενικής Συνελεύσεως των Ηνωμένων Εθνών.: [209, 278, 391, 366]
- third-middle-sub1: ΑΝΑΚΟΙΝΩΣΙΣ ΤΟΥ ΥΠΟΥΡΓΕΙΟΥ: [440, 1075, 574, 1086]
- col5-subhead-poioi: ΠΟΙΟΙ ΕΚΔΙΔΟΥΝ ΜΕΤΟΧΑΣ: [830, 515, 945, 526]
- kateteti-dateline: ΑΘΗΝΑΙ, 17.: [788, 853, 825, 860]
- col2-subhead-3: ΤΑ ΝΕΑ ΜΕΤΡΑ: [265, 372, 334, 384]
- col6-article-4: ΟΡΑΝ, 17. ('Ασσοσ. Πρές).— Οι έμποροι οίνων εζήτησαν την παράτασιν της προθεσμίας διά τον απόπλουν των φορτίων, λόγω των δυσμενών καιρικών συνθηκών.: [983, 247, 1382, 253]
- col4-subhead-nekroi: ΠΕΡΙΣΣΟΤΕΡΟΙ ΟΙ ΝΕΚΡΟΙ: [673, 604, 781, 615]
- col5-dateline1: ΑΘΗΝΑΙ, 17.: [823, 127, 860, 134]
- col3-subhead-7: Η ΑΡΝΗΣΙΣ ΤΩΝ ΚΑΤΑΔΙΚΑΣΘΕΙΣ: [456, 597, 590, 608]
- col5-article-3: Το κεφάλαιον και οι τόκοι των ομολογιών θα καταβάλλωνται εις δραχμάς, βάσει της τιμής του χρυσού ή του δολλαρίου κατά την ημέραν της πληρωμής. Η ρήτρα ισχύει καθ' όλην την διάρκειαν του δανείου και δεν δύναται να μεταβληθή άνευ της συναινέσεως των ομολογιούχων.: [816, 296, 960, 347]
- col4-article-5: ΑΓΙΟΣ ΦΡΑΓΚΙΣΚΟΣ, 17. ('Ασσοσ. Πρές).— Αφίχθη σήμερον αεροπορικώς και έτυχε θερμής υποδοχής υπό των τοπικών αρχών και της ομογενείας.: [655, 415, 799, 438]
- col3-dateline4: ΛΕΥΚΩΣΙΑ, 17. (Ρώυτερ).: [414, 318, 491, 326]
- kateteti-text2: Αι εγγυήσεις του ΟΧΟΑ παρέχονται μέχρι του ποσού το οποίον ορίζεται εκάστοτε διά κοινής αποφάσεως των αρμοδίων υπουργών.: [781, 953, 925, 976]
- agrotai-dateline-b: ΚΟΜΟΤΗΝΗ, 17.: [231, 1243, 284, 1250]
- third-right-text5: Η εισαγωγή νέων γεωργικών μηχανημάτων συνεχίζεται με ταχύν ρυθμόν, εξυπηρετούσα τας ανάγκας του εκμηχανισμού. Τα μηχανήματα διατίθενται εις τους παραγωγούς με ευνοϊκούς όρους, μέσω των γεωργικών συνεταιρισμών.: [950, 1055, 1243, 1073]
- livanos-headline-box: [440, 1380, 793, 1453]
- col3-dateline2: ΛΕΥΚΩΣΙΑ, 17. ('Ασσοσ. Πρές).: [414, 229, 509, 237]
- right-cont-col-b: [935, 676, 1556, 795]
- col1-article: ΑΘΗΝΑΙ, 17.— Εις την μεγαλειώδη εκ νέου εκδήλωσιν του Κυπριακού λαού την δύο λεπτοκομήν, χωρίσαντα επί έκαστον λόγον διά την δικαίωσιν του αγώνος του, ως και τον λόγον του Αρχιεπισκόπου Μακαρίου, ο οποίος διεδέχθη επί του εξώστου της Αρχιεπισκοπής Κύπρου. Του μεγαλυτέρου, πάρεδρος ο Αρχιεπίσκοπος Κύπρου Μακάριος, ο οποίος διέδωσε και τον Αρχηγόν των Ηνωμένων Εθνών περί της ενότητος του Κυπριακού λαού. — Ο Τοπικού και ο Κοινοτικής έκαναν ανοιχτά τον Ελληνικού Ομίλου Ενώσεως εις την Κυπριακήν, τα οποία απεδέχθησαν εις την Ελληνικήν Κυβέρνησιν εις την Κύπρον και κατά την διάρκειαν του αγώνος. Ο οργανισμός Ηνωμένων Εθνών, έχει ούτω τοποθετήσει έργον, ο οποίος εξ εκάστου από Ζυγαστείην Σταματικού και Συγκρότησις εις την εκδήλωσιν της πολιτικής. Η διακήρυξις του Αρχιεπισκόπου υπήρξε σαφής και περιεκτική, αι δε διαδηλώσεις του λαού εσυνεχίσθησαν μέχρι βαθείας νυκτός. —Οι λόγοι των δύο περισσοτέρων μεγάλων γεγονότων, που διεξήχθη εις τας νεωτέρας περιπτώσεις, αποτελούν ιδιαιτέραν σημασίαν διά τον λαόν της Κύπρου, καθώς και διά τους φιλελευθέρους κύκλους εν γένει. Ταυτοχρόνως εσημειώθησαν σοβαρά επεισόδια εις διαφόρους περιοχάς της νήσου, τα οποία προεκάλεσαν την επέμβασιν των βρετανικών δυνάμεων ασφαλείας.: [29, 127, 192, 359]
- salon-continuation-label: ΣΥΝΕΧΕΙΑ: [63, 744, 99, 752]
- salon-col-3: [393, 740, 580, 1005]
- agrotai-col2-text3: ΚΟΜΟΤΗΝΗ, 17.— Αι αποφάσεις της χθεσινής συσκέψεως εκοινοποιήθησαν εις τα αρμόδια υπουργεία και εις τους βουλευτάς του νομού.: [224, 1243, 409, 1267]
- kateteti-col-2: [935, 852, 1556, 980]
- headline-right-line1: ΕΠΙΤΡΕΠΕΤΑΙ ΔΙΑ ΚΑΤΑΤΕΘΕΝΤΟΣ Ν. Δ.: [919, 18, 1335, 40]
- irak-head: ΤΟ ΙΡΑΚ ΚΑΤΕΒΑΛΕ 250.000 ΣΤΕΡΛΙΝΩΝ ΕΙΣ ΤΗΝ ΙΟΡΔΑΝΙΑΝ: [660, 526, 794, 564]
- headline-left-line3: ΔΙΕΚΗΡΥΞΕΝ ΕΙΣ ΟΜ ΛΙΑΝ ΤΟΥ Ο ΜΑΚΑΡΙΟΣ: [68, 58, 370, 100]
- third-middle-col-2: [598, 1015, 773, 1128]
- col4-article-1: ΒΕΛΙΓΡΑΔΙΟΝ, 17. ('Ασσ. Πρές).— Η ελληνική στρατιωτική αποστολή αφίχθη σήμερον εις το Βελιγράδιον, όπου έτυχε θερμής υποδοχής υπό των γιουγκοσλαβικών αρχών. Η αποστολή θα παραμείνη επί μίαν εβδομάδα και θα επισκεφθή διαφόρους στρατιωτικάς εγκαταστάσεις.: [655, 158, 799, 209]
- salon-headline-band: [22, 682, 771, 735]
- livanos-text2: ΒΗΡΥΤΤΟΣ, 17. (Ρώυτερ).— Δύο υπουργοί υπέβαλον σήμερον τας παραιτήσεις των, διαμαρτυρόμενοι διά τον τρόπον διεξαγωγής της ψηφοφορίας.: [440, 1551, 793, 1565]
- col5-subhead-apallagai: ΑΠΑΛΛΑΓΑΙ ΚΑΙ ΜΕΤΑΒΙΒΑΣΕΙΣ: [823, 471, 953, 481]
- livanos-story: [433, 1375, 800, 1568]
- agrotai-story: [22, 1015, 416, 1367]
- col3-article-6: ΜΟΝΤΕΡΟ, Καλιφόρνια, 17. ('Ασσοσ. Πρές).— Γνωστός επιστήμων ηυτοκτόνησε σήμερον εις την οικίαν του. Οι λόγοι της πράξεώς του παραμένουν άγνωστοι.: [407, 539, 638, 553]
- col6-dateline1: ΑΘΗΝΑΙ, 17.: [983, 218, 1019, 225]
- kateteti-text1: ΑΘΗΝΑΙ, 17.— Υπό της επιτροπής κατετέθη επίσης σχέδιον νόμου περί εντόκων γραμματίων του Δημοσίου, διά του οποίου ρυθμίζονται αι προϋποθέσεις εκδόσεως. Τα γραμμάτια θα εκδίδωνται εις τίτλους των χιλίων και των πέντε χιλιάδων δραχμών, με διάρκειαν τριών, εξ ή δώδεκα μηνών. Το επιτόκιον θα καθορίζεται εκάστοτε δι' αποφάσεως του υπουργού, κατόπιν εισηγήσεως της Τραπέζης της Ελλάδος.: [781, 853, 925, 931]
- vertical-divider: [581, 740, 582, 1005]
- col6-subhead-klirosis: ΚΛΗΡΩΣΙΣ ΟΜΟΛΟΓΙΩΝ ΤΟΥ ΠΑΡΑΓΩΓΙΚΟΥ ΔΑΝΕΙΟΥ: [1154, 288, 1372, 299]
- col5-subhead-pyravlos: ΝΕΟΣ ΑΤΟΜΙΚΟΣ ΠΥΡΑΥΛΟΣ: [829, 228, 946, 239]
- salon-dateline-a: ΛΕΥΚΩΣΙΑ, 17. (Ιδ. ύπηρ.).: [36, 887, 114, 894]
- col6-dateline2: ΟΡΑΝ, 17. ('Ασσοσ. Πρές).: [983, 247, 1052, 253]
- col1-subhead-b: ΕΛΑΒΟΝ ΤΡΟΦΗΝ: [68, 455, 153, 467]
- vertical-divider: [431, 1375, 432, 1568]
- agrotai-continuation-note: εκ της 1ης σελίδος: [29, 1132, 73, 1139]
- livanos-head3: 24 ΝΕΚΡΟΙ ΚΑΙ ΠΟΛΛΟΙ ΤΡΑΥΜΑΤΙΑΙ: [479, 1416, 753, 1434]
- col3-subhead-3: ΠΟΛΛΟΙ ΟΙ ΕΚΜΑΘΟΥΝ: [469, 301, 576, 313]
- col6-dateline4: ΠΑΤΡΑΙ, 17.: [983, 351, 1016, 358]
- col4-article-6: ΑΜΜΑΝ, 17. (Ρώυτερ).— Το Ιράκ κατέβαλε σήμερον το ποσόν των 250.000 στερλινών εις την Ιορδανίαν, ως πρώτην δόσιν της συμφωνηθείσης οικονομικής βοηθείας.: [655, 575, 799, 598]
- agrotai-sub4: ΜΟΝΟΝ ΟΙ ΗΜΕΡΟΜΙΣΘΙΟΙ: [262, 1272, 371, 1283]
- col1-text3: — Παντοβλής της φροντίδας της Σ.Ο.Κ.Α. εις τον κύκλον της αγγλικής ενισχύσεως εν Κύπρω εις εκδήλωσιν της πολιτικής οργανώσεως του νησιού.: [29, 382, 193, 408]
- agrotai-col2-text: ΣΕΡΡΑΙ, 17.— Το ζωηρότερον ενδιαφέρον προεκάλεσεν εις την περιοχήν η ανακοίνωσις των μέτρων, τα οποία εχαρακτηρίσθησαν ως ανεπαρκή. Εις σύσκεψιν η οποία συνεκλήθη υπό της ενώσεως γεωργικών συνεταιρισμών, απεφασίσθη η υποβολή υπομνήματος.: [224, 1142, 409, 1185]
- vertical-divider: [391, 740, 392, 1005]
- third-band-right: [775, 1015, 1556, 1367]
- third-right-text1: Η χρηματοδότησις των έργων θα συνεχισθή κανονικώς, συμφώνως προς το εγκεκριμένον πρόγραμμα της τριετίας. Τα έργα υποδομής απορροφούν το μεγαλύτερον μέρος των πιστώσεων, ακολουθούν δε τα έργα υδρεύσεως και αρδεύσεως. Εις τας επαρχίας εκτελούνται ήδη πλείστα έργα, τα οποία αναμένεται να ολοκληρωθούν εντός του τρέχοντος έτους.: [782, 1036, 926, 1106]
- vertical-divider: [933, 676, 934, 795]
- third-right-col-1: [775, 1015, 933, 1199]
- vertical-divider: [200, 126, 201, 667]
- col5-subhead-ypoxreoseis: ΥΠΟΧΡΕΩΣΕΙΣ ΔΕΚΤΑΙ: [841, 425, 934, 436]
- col5-article-4: Παρομοίως διά του άρθρου 5 ορίζεται ότι αι ανώνυμοι εταιρείαι δύνανται να εκδίδουν προνομιούχους μετοχάς μετά ή άνευ δικαιώματος ψήφου. Αι μετοχαί αύται δύνανται να εισάγωνται εις το χρηματιστήριον, εφ' όσον πληρούνται αι προϋποθέσεις του νόμου.: [816, 369, 960, 419]
- col4-article-7: ΒΗΡΥΤΤΟΣ, 17. ('Ασσ. Πρές).— Ο αριθμός των νεκρών ανήλθε σήμερον εις 24, ενώ πολλοί εκ των τραυματιών νοσηλεύονται εις σοβαράν κατάστασιν.: [655, 619, 799, 643]
- third-band: [22, 1015, 1556, 1367]
- col5-subhead-kefalaion: ΚΕΦΑΛΑΙΟΝ ΚΑΙ ΤΟΚΟΣ: [837, 281, 938, 292]
- column-2: [202, 126, 397, 667]
- salon-dateline-c: ΑΘΗΝΑΙ, 17.: [216, 862, 254, 869]
- vertical-divider: [772, 676, 773, 1005]
- col3-subhead-4: ΔΙΑΔΗΛΩΣΕΙΣ ΕΙΣ ΤΟΚΙΟ: [471, 486, 574, 497]
- col3-text1: — Το τελευταίον ρωσσικόν σχέδιον αφοπλισμού εχαρακτηρίσθη σήμερον υπό των δυτικών διπλωματικών κύκλων ως το σπουδαιότερον βήμα το οποίον έγινε μέχρι τούδε διά τον περιορισμόν των εξοπλισμών.: [407, 127, 638, 154]
- vertical-divider: [398, 126, 399, 667]
- kateteti-text3: Διά των ανωτέρω διατάξεων επιδιώκεται η ταχυτέρα εκτέλεσις των έργων τα οποία χρηματοδοτούνται υπό του οργανισμού. Τα δάνεια θα χορηγούνται κατόπιν μελέτης σκοπιμότητος και υπό τον όρον της παροχής επαρκών εξασφαλίσεων. Το σχέδιον νόμου θα συζητηθή εις την αρμοδίαν επιτροπήν της Βουλής κατά την προσεχή εβδομάδα.: [949, 853, 1249, 882]
- col4-dateline7: ΒΗΡΥΤΤΟΣ, 17. ('Ασσ. Πρές).: [662, 619, 749, 626]
- col3-dateline5: ΤΟΚΙΟ, 17. ('Ασσοσ. Πρές).: [414, 502, 488, 509]
- areios-pagos-head: Ο ΑΡΕΙΟΣ ΠΑΓΟΣ ΤΩΝ ΗΝΩΜ. ΠΟΛΙΤΕΙΩΝ ΠΛΗΡΟΦΟΡΕΙ ΠΕΝΤΕ ΗΓΕΤΑΣ ΤΟΥ Κ.Κ. ΤΩΝ Η.Π: [663, 449, 791, 512]
- col3-dateline8: ΛΟΝΔΙΝΟΝ, 17. (Ρώυτερ).: [414, 612, 487, 618]
- headline-right-line3: ΥΠΟ ΕΤΑΙΡΕΙΩΝ "Η ΟΡΓΑΝΙΣΜΩΝ: [953, 65, 1302, 89]
- third-middle-text4: Οι έμποροι υποστηρίζουν ότι η κατάστασις θα ομαλοποιηθή μόλις ολοκληρωθούν αι παραδόσεις της φετεινής εσοδείας.: [604, 1071, 765, 1087]
- column-3: [400, 126, 645, 667]
- salon-col3-text3: ΛΟΝΔΙΝΟΝ, 17. (Ρώυτερ).— Οι κατάδικοι ηρνήθησαν να λάβουν τροφήν επί τρεις ημέρας, εις ένδειξιν διαμαρτυρίας διά τας συνθήκας κρατήσεως.: [399, 889, 573, 911]
- column-4: [648, 126, 806, 667]
- col6-subhead-dikaiountai: ΔΙΚΑΙΟΥΝΤΑΙ ΕΙΣ ΤΟ ΩΡΑΝ ΟΙ ΕΜΠΟΡΟΙ ΟΙΝΩΝ ΤΟΥ ΑΠΟΠΛΟΥΝ ΛΑΘΟΣ: [1116, 231, 1409, 242]
- col4-subhead-omilia: ΟΜΙΛΕΙ Ο ΠΟΝΤΟΥΡΟΣ: [680, 289, 774, 300]
- salon-col4-text: Εις τας συζητήσεις αι οποίαι διεξήχθησαν χθες εις την Βουλήν των Κοινοτήτων, ο υπουργός Αποικιών εδήλωσεν ότι η κυβέρνησις δεν έχει τίποτε να κρύψη. Προσέθεσεν ότι θα δοθούν εξηγήσεις επί εκάστης καταγγελίας, εφ' όσον υποβληθούν συγκεκριμένα στοιχεία και ονόματα. Η δήλωσις αύτη δεν ικανοποίησε την αντιπολίτευσιν, η οποία επέμεινεν εις το αίτημα περί ανεξαρτήτου ερεύνης. Εν τω μεταξύ, οργανώσεις ανθρωπίνων δικαιωμάτων ανεκοίνωσαν ότι θα αποστείλουν ιδίαν αποστολήν εις την νήσον. Η αποστολή θα συναντηθή με εκπροσώπους όλων των πλευρών και θα επισκεφθή τα στρατόπεδα κρατήσεως, εφ' όσον τούτο επιτραπή.: [590, 741, 764, 841]
- agrotai-sub3: ΑΠΟΦΑΣΕΙΣ ΕΙΣ ΚΟΜΟΤΗΝΗΝ: [255, 1227, 378, 1238]
- col3-dateline3: ΛΕΥΚΩΣΙΑ, 17. (Ρώυτερ).: [414, 278, 493, 286]
- third-right-columns: [775, 1015, 1556, 1199]
- salon-col3-text4: ΛΟΝΔΙΝΟΝ, 17. (Ασσοσ. Πρές).— Ελήφθησαν νέα μέτρα προς αποτροπήν παρανόμων εισελεύσεων, περιλαμβάνοντα εντατικούς ελέγχους εις τα λιμάνια.: [399, 933, 573, 957]
- column-5: [809, 126, 967, 667]
- col6-subhead-epeixon: ΕΠΕΙΧΟΝ ΑΝΑΣΤΟΛΗ ΤΗΣ ΑΠΟΓΡΑΦΗΣ ΔΙΑ ΠΕΝΤΕ ΕΤΗ: [1150, 259, 1376, 270]
- vertical-divider: [688, 18, 689, 113]
- col1-article-2: ΛΕΥΚΩΣΙΑ, 17. (Ιδ. ύπηρ.).— Παντοβλής της φροντίδας της Σ.Ο.Κ.Α. εις τον κύκλον της αγγλικής ενισχύσεως εν Κύπρω εις εκδήλωσιν της πολιτικής οργανώσεως του νησιού. Κατά τας αυτάς πληροφορίας, αι βρετανικαί αρχαί ενέτειναν τα μέτρα ασφαλείας εις ολόκληρον την νήσον, ενώ συνεχίζονται αι έρευναι εις διάφορα χωρία της επαρχίας Αμμοχώστου.: [29, 382, 193, 449]
- main-columns: [22, 126, 1556, 667]
- nevada-dateline: ΓΗΠΕΔΟΝ ΑΤΟΜΙΚΩΝ ΔΟΚΙΜΩΝ, Νεβάδα, 17. ('Ασσοσ. Πρές).: [407, 413, 519, 428]
- vertical-divider: [215, 1122, 216, 1368]
- salon-col2-text: διά εκάστου εκείνο ακτοφυλάκων κατά πλοίον, την επομένην των γεγονότων, ήρχισεν ανάκρισις εις την οποίαν κατέθεσαν πλείστοι μάρτυρες. Ο τρόπος με τον οποίον διεξήχθη η ανάκρισις επεκρίθη εντόνως, διότι δεν επετράπη εις τους δικηγόρους να παραστούν. Εκ παραλλήλου, η κυβέρνησις ανεκοίνωσεν ότι θα εξετάση εκάστην καταγγελίαν χωριστά και θα ανακοινώση τα πορίσματα. Εις τους κύκλους της αντιπολιτεύσεως εκφράζεται η γνώμη ότι μόνον μία ανεξάρτητος δικαστική έρευνα δύναται να αποκαταστήση την εμπιστοσύνην.: [209, 741, 383, 830]
- col1-text2: — Ο Τοπικού και ο Κοινοτικής έκαναν ανοιχτά τον Ελληνικού Ομίλου Ενώσεως εις την Κυπριακήν, τα οποία απεδέχθησαν εις την Ελληνικήν Κυβέρνησιν εις την Κύπρον και κατά την διάρκειαν του αγώνος.: [29, 204, 192, 240]
- col5-subhead-pronomiouxoi: ΑΙ ΠΡΟΝΟΜΙΟΥΧΟΙ ΜΕΤΟΧΑΙ: [828, 353, 947, 364]
- third-right-text3: Ο κ. Χέλμης ετόνισεν ότι η οικονομία ευρίσκεται εις φάσιν σταθεροποιήσεως και ότι αι προοπτικαί είναι ευνοϊκαί.: [782, 1173, 926, 1196]
- col4-subhead-prothypourgos: Ο ΛΑΪΚΟΣ ΠΡΩΘΥΠΟΥΡΓΟΣ ΑΦΙΧΘΗ ΕΙΣ ΑΓ. ΦΡΑΓΚΙΣΚΟΝ: [667, 389, 787, 410]
- col6-article-8: Η κηδεία του μεταστάντος θα γίνη αύριον εκ του ιερού ναού, τη συμμετοχή πλήθους κόσμου. Αντί στεφάνων παρακαλούνται οι φίλοι όπως καταθέσουν χρήματα υπέρ φιλανθρωπικών ιδρυμάτων.: [983, 380, 1454, 387]
- nevada-head3: ΑΠΟ ΑΕΡΟΣΤΑΤΟΥ ΕΙΣ ΥΨΟΣ 150 Μ: [410, 388, 635, 402]
- col6-article-7: ΠΑΤΡΑΙ, 17.— Η αποστολή του ΟΧΟΑ ανεχώρησε σήμερον, αφού επεσκέφθη τα έργα τα οποία εκτελούνται εις την περιοχήν.: [983, 351, 1291, 358]
- third-right-sub3: ΔΗΛΩΣΕΙΣ ΤΟΥ κ. ΧΕΛΜΗ: [802, 1157, 906, 1168]
- salon-col1-text2: ΛΕΥΚΩΣΙΑ, 17. (Ιδ. ύπηρ.).— Ο πρόεδρος της επιτροπής απέστειλε σήμερον επιστολήν προς τον Ερυθρόν Σταυρόν, ζητών την επέμβασίν του διά την προστασίαν των κρατουμένων. Η επιστολή συνοδεύεται υπό καταλόγου ονομάτων και λεπτομερών μαρτυριών, αι οποίαι συνελέγησαν υπό δικηγόρων της νήσου. Εις την επιστολήν τονίζεται ότι αι πράξεις αύται αντίκεινται εις τας διεθνείς συμβάσεις και εις τας αρχάς του πολιτισμένου κόσμου.: [29, 887, 192, 957]
- right-cont-b-text: Η εφαρμογή των νέων διατάξεων αναμένεται να διευκολύνη την άντλησιν κεφαλαίων από την εσωτερικήν αγοράν, χωρίς να επιβαρυνθή ο προϋπολογισμός. Οικονομικοί κύκλοι εξέφρασαν την ικανοποίησίν των, τονίζοντες ότι το μέτρον θα ενισχύση την αποταμίευσιν.: [949, 676, 1327, 693]
- col6-dateline3: ΠΑΤΡΑΙ, 17. ('Ασσ. Πρές).: [983, 274, 1051, 281]
- col3-dateline9: ΛΟΝΔΙΝΟΝ, 17. ('Ασσοσ. Πρές).: [414, 649, 509, 656]
- livanos-right-filler: [803, 1375, 1556, 1568]
- kateteti-sub1: ΕΓΓΥΗΣΕΙΣ ΤΟΥ ΟΧΟΑ: [807, 937, 899, 948]
- third-right-text6: Η διάσκεψις θα συνεχισθή και αύριον, με αντικείμενον την εξέτασιν των οικονομικών θεμάτων της περιοχής.: [950, 1095, 1214, 1102]
- livanos-sub: Επεκράτησαν όμως οι κυβερνητικοί: [528, 1435, 705, 1448]
